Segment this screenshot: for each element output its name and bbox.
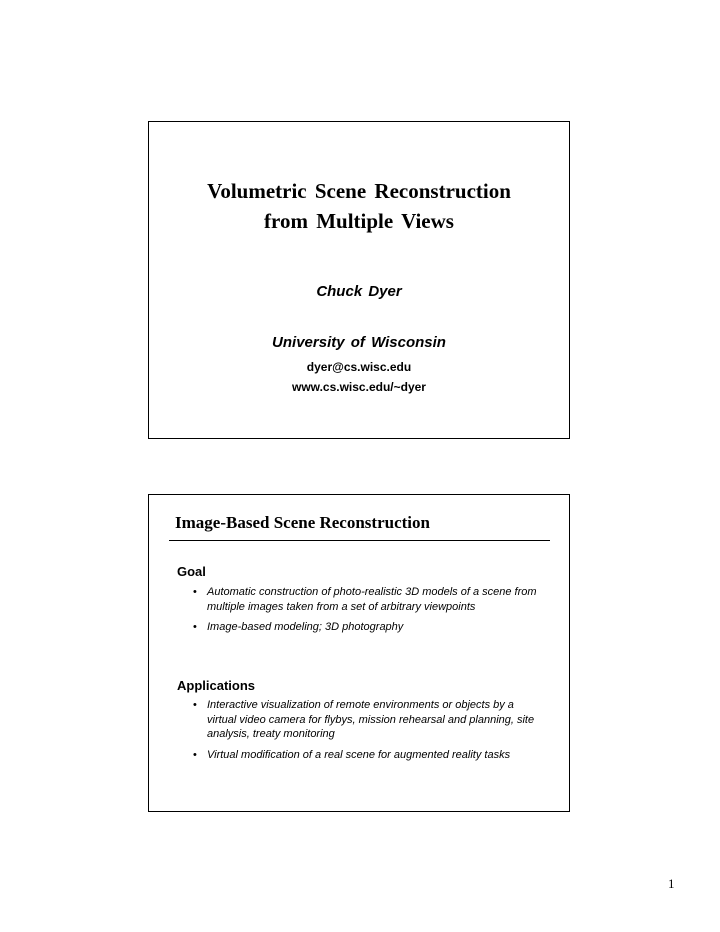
bullet-icon: •: [193, 586, 197, 598]
title-line-2: from Multiple Views: [264, 209, 454, 233]
list-item: [193, 698, 543, 742]
list-item: [193, 585, 543, 614]
list-item: [193, 748, 543, 763]
slide-heading: Image-Based Scene Reconstruction: [175, 513, 430, 532]
website-url: www.cs.wisc.edu/~dyer: [292, 380, 426, 394]
title-line-1: Volumetric Scene Reconstruction: [207, 179, 511, 203]
bullet-icon: •: [193, 621, 197, 633]
bullet-icon: •: [193, 699, 197, 711]
email-address: dyer@cs.wisc.edu: [306, 360, 412, 374]
goal-list: [193, 585, 543, 641]
bullet-icon: •: [193, 748, 197, 761]
content-slide: [148, 494, 570, 812]
list-item-text: Automatic construction of photo-realistic 3D models of a scene from multiple images taken from a set of arbitrary viewpoints: [207, 586, 537, 613]
goal-heading: Goal: [177, 564, 206, 579]
list-item-text: Image-based modeling; 3D photography: [207, 621, 404, 633]
page-number: 1: [668, 876, 675, 891]
list-item-text: Interactive visualization of remote environments or objects by a virtual video camera for flybys, mission rehearsal and planning, site analysis, treaty monitoring: [207, 699, 535, 740]
list-item-text: Virtual modification of a real scene for augmented reality tasks: [207, 748, 511, 761]
heading-underline: [169, 540, 550, 541]
title-slide: [148, 121, 570, 439]
list-item: [193, 620, 543, 635]
applications-heading: Applications: [177, 678, 256, 693]
applications-list: [193, 698, 543, 768]
affiliation: University of Wisconsin: [272, 334, 446, 351]
slide-title: [149, 176, 569, 236]
author-name: Chuck Dyer: [316, 283, 402, 300]
